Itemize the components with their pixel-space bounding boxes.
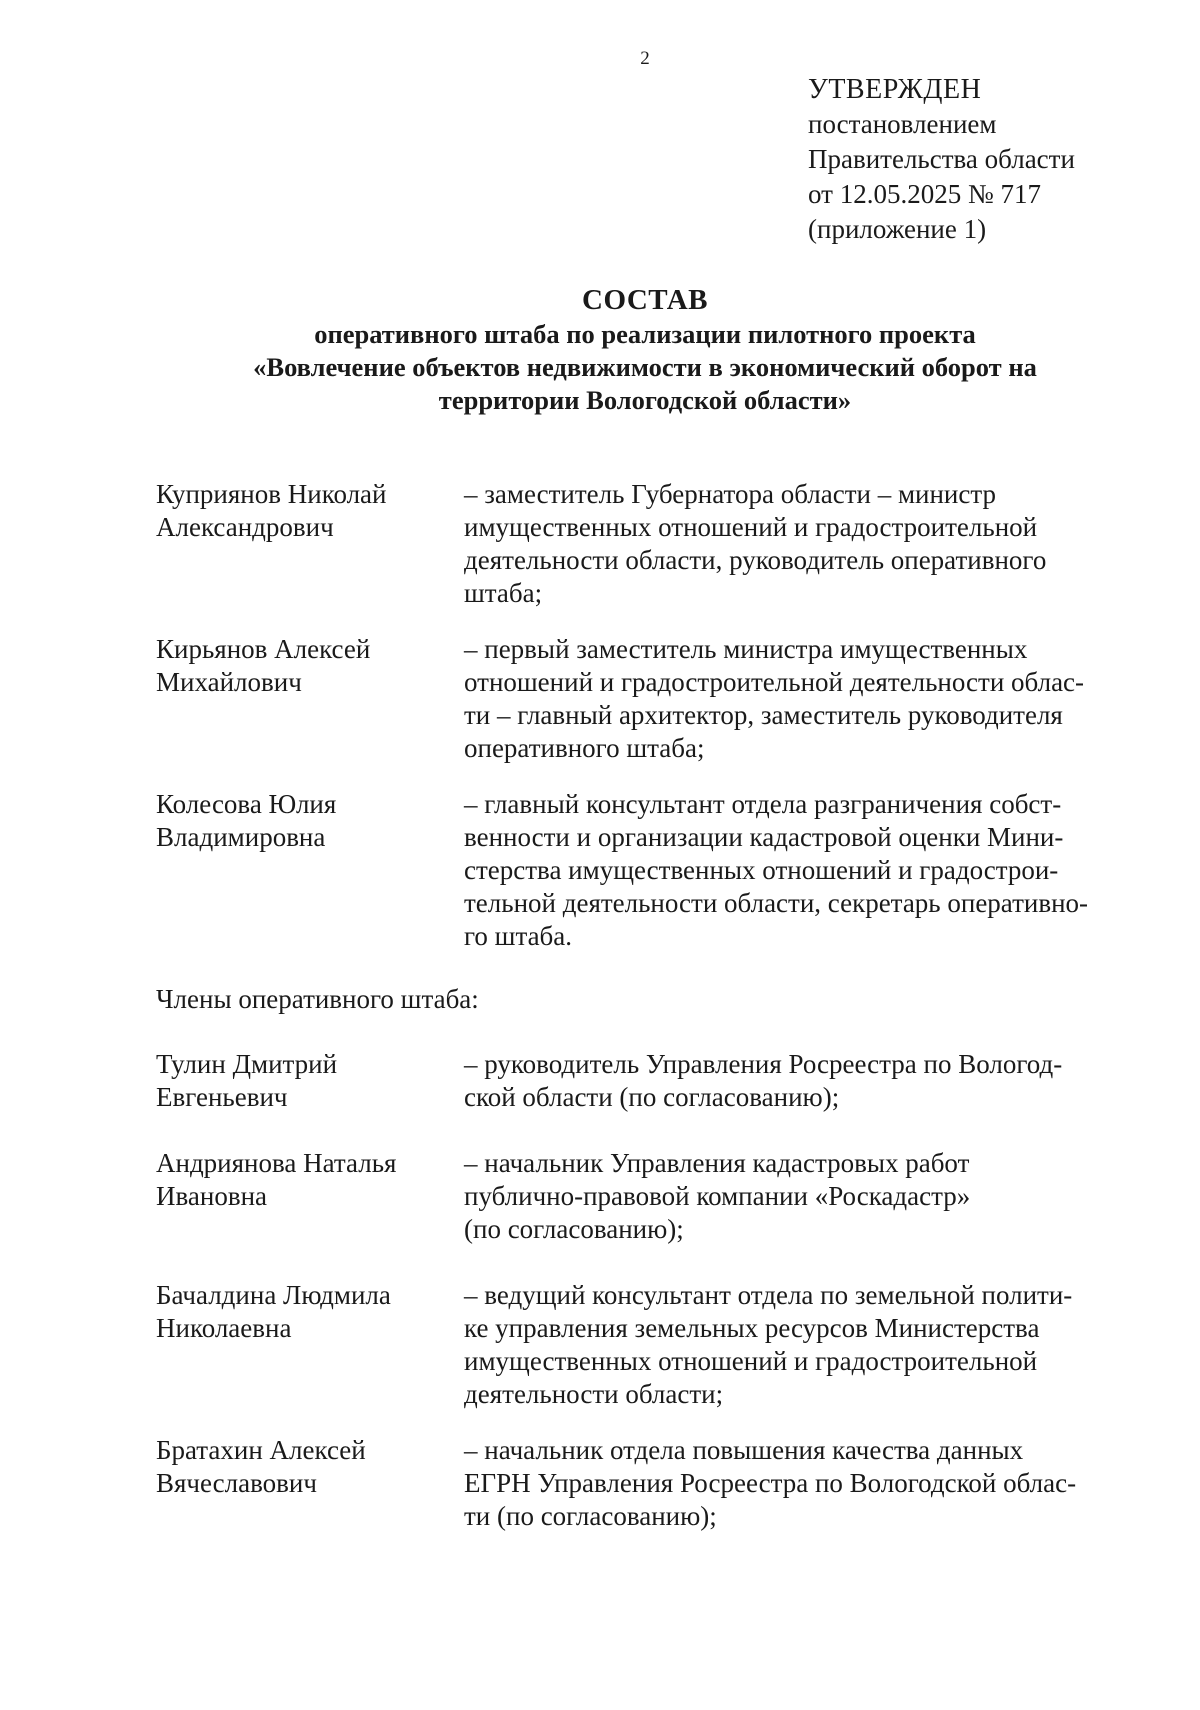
- approval-title: УТВЕРЖДЕН: [808, 74, 982, 105]
- list-item: [156, 1279, 1146, 1411]
- subtitle-line: территории Вологодской области»: [438, 385, 852, 415]
- subtitle-line: «Вовлечение объектов недвижимости в экономический оборот на: [253, 352, 1037, 382]
- member-role: – первый заместитель министра имущественных отношений и градостроительной деятельности облас- ти – главный архитектор, заместитель руководителя оперативного штаба;: [464, 634, 1085, 763]
- member-name: Андриянова Наталья Ивановна: [156, 1148, 397, 1211]
- list-item: [156, 788, 1146, 953]
- member-role: – начальник отдела повышения качества данных ЕГРН Управления Росреестра по Вологодской облас- ти (по согласованию);: [464, 1435, 1077, 1531]
- staff-composition-list: [156, 478, 1146, 1533]
- member-name: Куприянов Николай Александрович: [156, 479, 387, 542]
- member-name: Братахин Алексей Вячеславович: [156, 1435, 366, 1498]
- member-role: – начальник Управления кадастровых работ публично-правовой компании «Роскадастр» (по согласованию);: [464, 1148, 971, 1244]
- list-item: [156, 633, 1146, 765]
- list-item: [156, 478, 1146, 610]
- member-role: – главный консультант отдела разграничения собст- венности и организации кадастровой оценки Мини- стерства имущественных отношений и градострои- тельной деятельности области, секретарь оперативно- го штаба.: [464, 789, 1089, 951]
- approval-stamp: [808, 72, 1075, 247]
- list-item: [156, 1434, 1146, 1533]
- approval-line: Правительства области: [808, 144, 1075, 174]
- member-name: Кирьянов Алексей Михайлович: [156, 634, 371, 697]
- member-name: Тулин Дмитрий Евгеньевич: [156, 1049, 338, 1112]
- approval-appendix: (приложение 1): [808, 214, 987, 244]
- member-role: – заместитель Губернатора области – министр имущественных отношений и градостроительной деятельности области, руководитель оперативного штаба;: [464, 479, 1047, 608]
- subtitle-line: оперативного штаба по реализации пилотного проекта: [314, 319, 976, 349]
- page-number: 2: [640, 48, 650, 69]
- member-role: – руководитель Управления Росреестра по Вологод- ской области (по согласованию);: [464, 1049, 1063, 1112]
- approval-date-number: от 12.05.2025 № 717: [808, 179, 1041, 209]
- list-item: [156, 1048, 1146, 1114]
- page-title: СОСТАВ: [582, 284, 708, 316]
- member-name: Бачалдина Людмила Николаевна: [156, 1280, 391, 1343]
- member-name: Колесова Юлия Владимировна: [156, 789, 337, 852]
- member-role: – ведущий консультант отдела по земельной полити- ке управления земельных ресурсов Министерства имущественных отношений и градостроительной деятельности области;: [464, 1280, 1073, 1409]
- document-title: [155, 282, 1135, 417]
- list-item: [156, 1147, 1146, 1246]
- members-heading: Члены оперативного штаба:: [156, 984, 479, 1014]
- approval-line: постановлением: [808, 109, 997, 139]
